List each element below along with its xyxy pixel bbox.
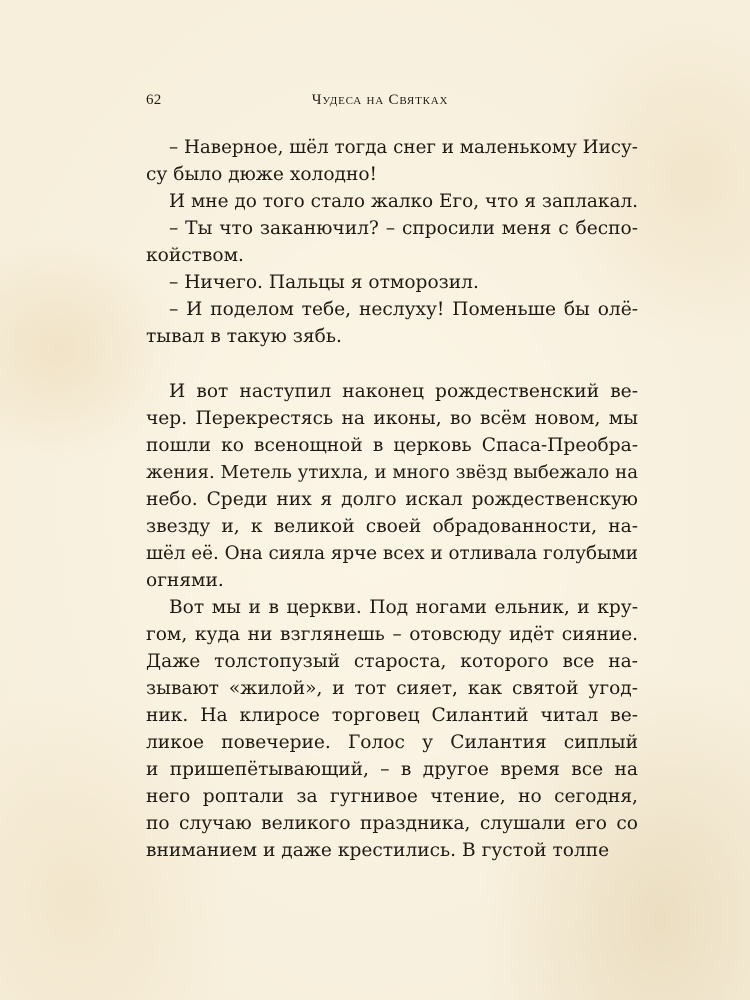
text-line: И мне до того стало жалко Его, что я заплакал.	[169, 191, 639, 212]
text-line: вниманием и даже крестились. В густой толпе	[146, 840, 610, 861]
paragraph-gap	[146, 350, 638, 378]
body-text	[146, 134, 638, 864]
text-line: гом, куда ни взглянешь – отовсюду идёт сияние.	[146, 624, 639, 645]
text-line: Вот мы и в церкви. Под ногами ельник, и кру-	[169, 597, 638, 618]
page-header	[146, 90, 614, 114]
text-line: су было дюже холодно!	[146, 164, 378, 185]
text-line: – Ты что заканючил? – спросили меня с беспо-	[169, 218, 638, 239]
text-line: Даже толстопузый староста, которого все на-	[146, 651, 638, 672]
text-line: пошли ко всенощной в церковь Спаса-Преобра-	[146, 435, 638, 456]
text-line: звезду и, к великой своей обрадованности, на-	[146, 516, 639, 537]
text-line: – И поделом тебе, неслуху! Поменьше бы олё-	[169, 299, 639, 320]
text-line: по случаю великого праздника, слушали его со	[146, 813, 638, 834]
text-line: – Наверное, шёл тогда снег и маленькому Иису-	[169, 137, 638, 158]
text-line: жения. Метель утихла, и много звёзд выбежало на	[146, 462, 639, 483]
running-title: Чудеса на Святках	[311, 92, 449, 108]
text-line: и пришепётывающий, – в другое время все на	[146, 759, 638, 780]
text-line: тывал в такую зябь.	[146, 326, 342, 347]
text-line: зывают «жилой», и тот сияет, как святой угод-	[146, 678, 639, 699]
text-line: небо. Среди них я долго искал рождественскую	[146, 489, 638, 510]
text-line: него роптали за гугнивое чтение, но сегодня,	[146, 786, 638, 807]
text-line: ликое повечерие. Голос у Силантия сиплый	[146, 732, 638, 753]
text-line: шёл её. Она сияла ярче всех и отливала голубыми	[146, 543, 639, 564]
text-line: ник. На клиросе торговец Силантий читал ве-	[146, 705, 639, 726]
text-line: – Ничего. Пальцы я отморозил.	[169, 272, 479, 293]
page-number: 62	[146, 92, 162, 108]
text-line: огнями.	[146, 570, 224, 591]
text-line: чер. Перекрестясь на иконы, во всём новом, мы	[146, 408, 639, 429]
text-line: И вот наступил наконец рождественский ве-	[169, 381, 638, 402]
text-line: койством.	[146, 245, 244, 266]
